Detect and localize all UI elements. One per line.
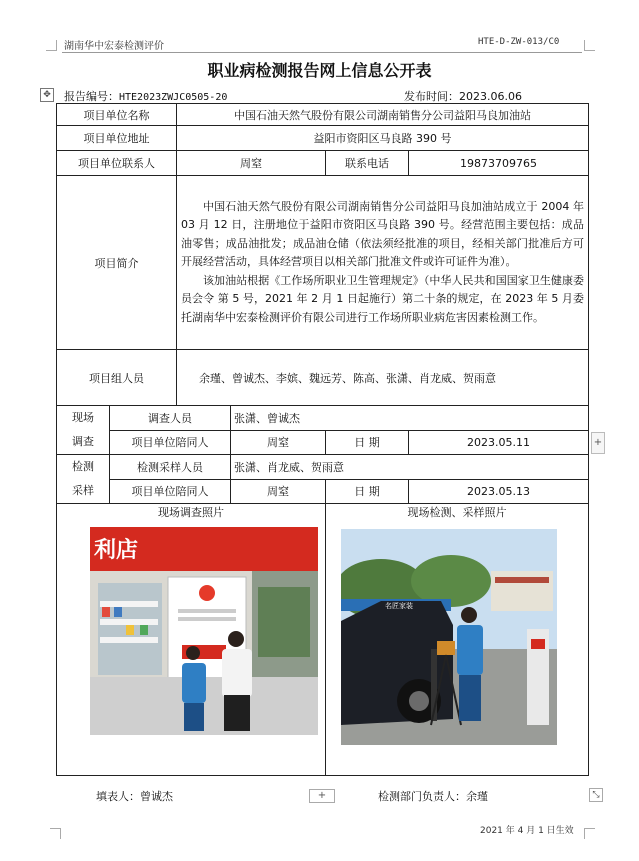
survey-photo-cell bbox=[57, 504, 326, 776]
filler-value: 曾诚杰 bbox=[140, 790, 173, 803]
header-divider bbox=[62, 52, 582, 53]
detect-section-label bbox=[57, 455, 110, 504]
sampler-label: 检测采样人员 bbox=[110, 455, 231, 480]
resize-icon[interactable]: ⤡ bbox=[589, 788, 603, 802]
intro-label: 项目简介 bbox=[57, 176, 177, 350]
detect-photo-label: 现场检测、采样照片 bbox=[407, 506, 507, 519]
row-photos bbox=[57, 504, 589, 776]
phone-value: 19873709765 bbox=[409, 151, 589, 176]
page-corner-top-left bbox=[46, 40, 57, 51]
intro-paragraph-1: 中国石油天然气股份有限公司湖南销售分公司益阳马良加油站成立于 2004 年 03 月 12 日，注册地位于益阳市资阳区马良路 390 号。经营范围主要包括：成品油零售；成品油批发；成品油仓储（依法须经批准的项目，经相关部门批准后方可开展经营活动，具体经营项目以相关部门批准文件或许可证件为准）。 bbox=[181, 199, 584, 269]
effective-date: 2021 年 4 月 1 日生效 bbox=[480, 826, 574, 836]
survey-photo-label: 现场调查照片 bbox=[158, 506, 224, 519]
investigator-label: 调查人员 bbox=[110, 406, 231, 431]
department-head-label: 检测部门负责人： bbox=[378, 790, 466, 803]
contact-value: 周窒 bbox=[177, 151, 326, 176]
detect-date-label: 日 期 bbox=[326, 479, 409, 504]
survey-section-label bbox=[57, 406, 110, 455]
team-value: 余瑾、曾诚杰、李嫔、魏远芳、陈高、张潇、肖龙威、贺雨意 bbox=[177, 350, 589, 406]
detect-photo-image bbox=[341, 529, 557, 745]
survey-photo bbox=[90, 527, 318, 735]
phone-label: 联系电话 bbox=[326, 151, 409, 176]
row-survey-staff bbox=[57, 406, 589, 431]
row-detect-staff bbox=[57, 455, 589, 480]
document-title: 职业病检测报告网上信息公开表 bbox=[207, 61, 432, 80]
survey-label-line-1: 现场 bbox=[72, 411, 94, 424]
page-corner-bottom-right bbox=[584, 828, 595, 839]
store-sign-text: 利店 bbox=[94, 538, 139, 563]
publish-time bbox=[404, 88, 522, 104]
survey-companion-label: 项目单位陪同人 bbox=[110, 430, 231, 455]
unit-address-label: 项目单位地址 bbox=[57, 126, 177, 151]
investigator-value: 张潇、曾诚杰 bbox=[231, 406, 589, 431]
add-row-plus-icon[interactable]: + bbox=[309, 789, 335, 803]
info-table bbox=[56, 103, 589, 776]
banner-sign-text: 名匠家装 bbox=[385, 602, 413, 610]
survey-date-label: 日 期 bbox=[326, 430, 409, 455]
survey-label-line-2: 调查 bbox=[72, 435, 94, 448]
contact-label: 项目单位联系人 bbox=[57, 151, 177, 176]
survey-companion-value: 周窒 bbox=[231, 430, 326, 455]
intro-content bbox=[177, 176, 589, 350]
row-contact bbox=[57, 151, 589, 176]
detect-label-line-2: 采样 bbox=[72, 484, 94, 497]
detect-companion-label: 项目单位陪同人 bbox=[110, 479, 231, 504]
intro-paragraph-2: 该加油站根据《工作场所职业卫生管理规定》（中华人民共和国国家卫生健康委员会令 第 5 号，2021 年 2 月 1 日起施行）第二十条的规定，在 2023 年 5 月委托湖南华中宏泰检测评价有限公司进行工作场所职业病危害因素检测工作。 bbox=[181, 273, 584, 324]
row-detect-companion bbox=[57, 479, 589, 504]
detect-label-line-1: 检测 bbox=[72, 460, 94, 473]
move-handle-icon[interactable]: ✥ bbox=[40, 88, 54, 102]
detect-companion-value: 周窒 bbox=[231, 479, 326, 504]
report-number bbox=[64, 88, 227, 104]
survey-date-value: 2023.05.11 bbox=[409, 430, 589, 455]
filler bbox=[96, 788, 173, 804]
page-corner-top-right bbox=[584, 40, 595, 51]
row-survey-companion bbox=[57, 430, 589, 455]
publish-time-value: 2023.06.06 bbox=[459, 90, 522, 103]
header-company: 湖南华中宏泰检测评价 bbox=[64, 41, 164, 52]
expand-row-icon[interactable]: + bbox=[591, 432, 605, 454]
row-intro bbox=[57, 176, 589, 350]
row-unit-name bbox=[57, 104, 589, 126]
detect-photo bbox=[341, 529, 557, 745]
filler-label: 填表人： bbox=[96, 790, 140, 803]
department-head-value: 余瑾 bbox=[466, 790, 488, 803]
unit-address-value: 益阳市资阳区马良路 390 号 bbox=[177, 126, 589, 151]
unit-name-value: 中国石油天然气股份有限公司湖南销售分公司益阳马良加油站 bbox=[177, 104, 589, 126]
publish-time-label: 发布时间： bbox=[404, 90, 459, 103]
page-corner-bottom-left bbox=[50, 828, 61, 839]
detect-photo-cell bbox=[326, 504, 589, 776]
detect-date-value: 2023.05.13 bbox=[409, 479, 589, 504]
unit-name-label: 项目单位名称 bbox=[57, 104, 177, 126]
department-head bbox=[378, 788, 488, 804]
report-number-label: 报告编号： bbox=[64, 90, 119, 103]
sampler-value: 张潇、肖龙威、贺雨意 bbox=[231, 455, 589, 480]
row-unit-address bbox=[57, 126, 589, 151]
team-label: 项目组人员 bbox=[57, 350, 177, 406]
row-team bbox=[57, 350, 589, 406]
header-doc-code: HTE-D-ZW-013/C0 bbox=[478, 37, 560, 47]
report-number-value: HTE2023ZWJC0505-20 bbox=[119, 92, 228, 103]
